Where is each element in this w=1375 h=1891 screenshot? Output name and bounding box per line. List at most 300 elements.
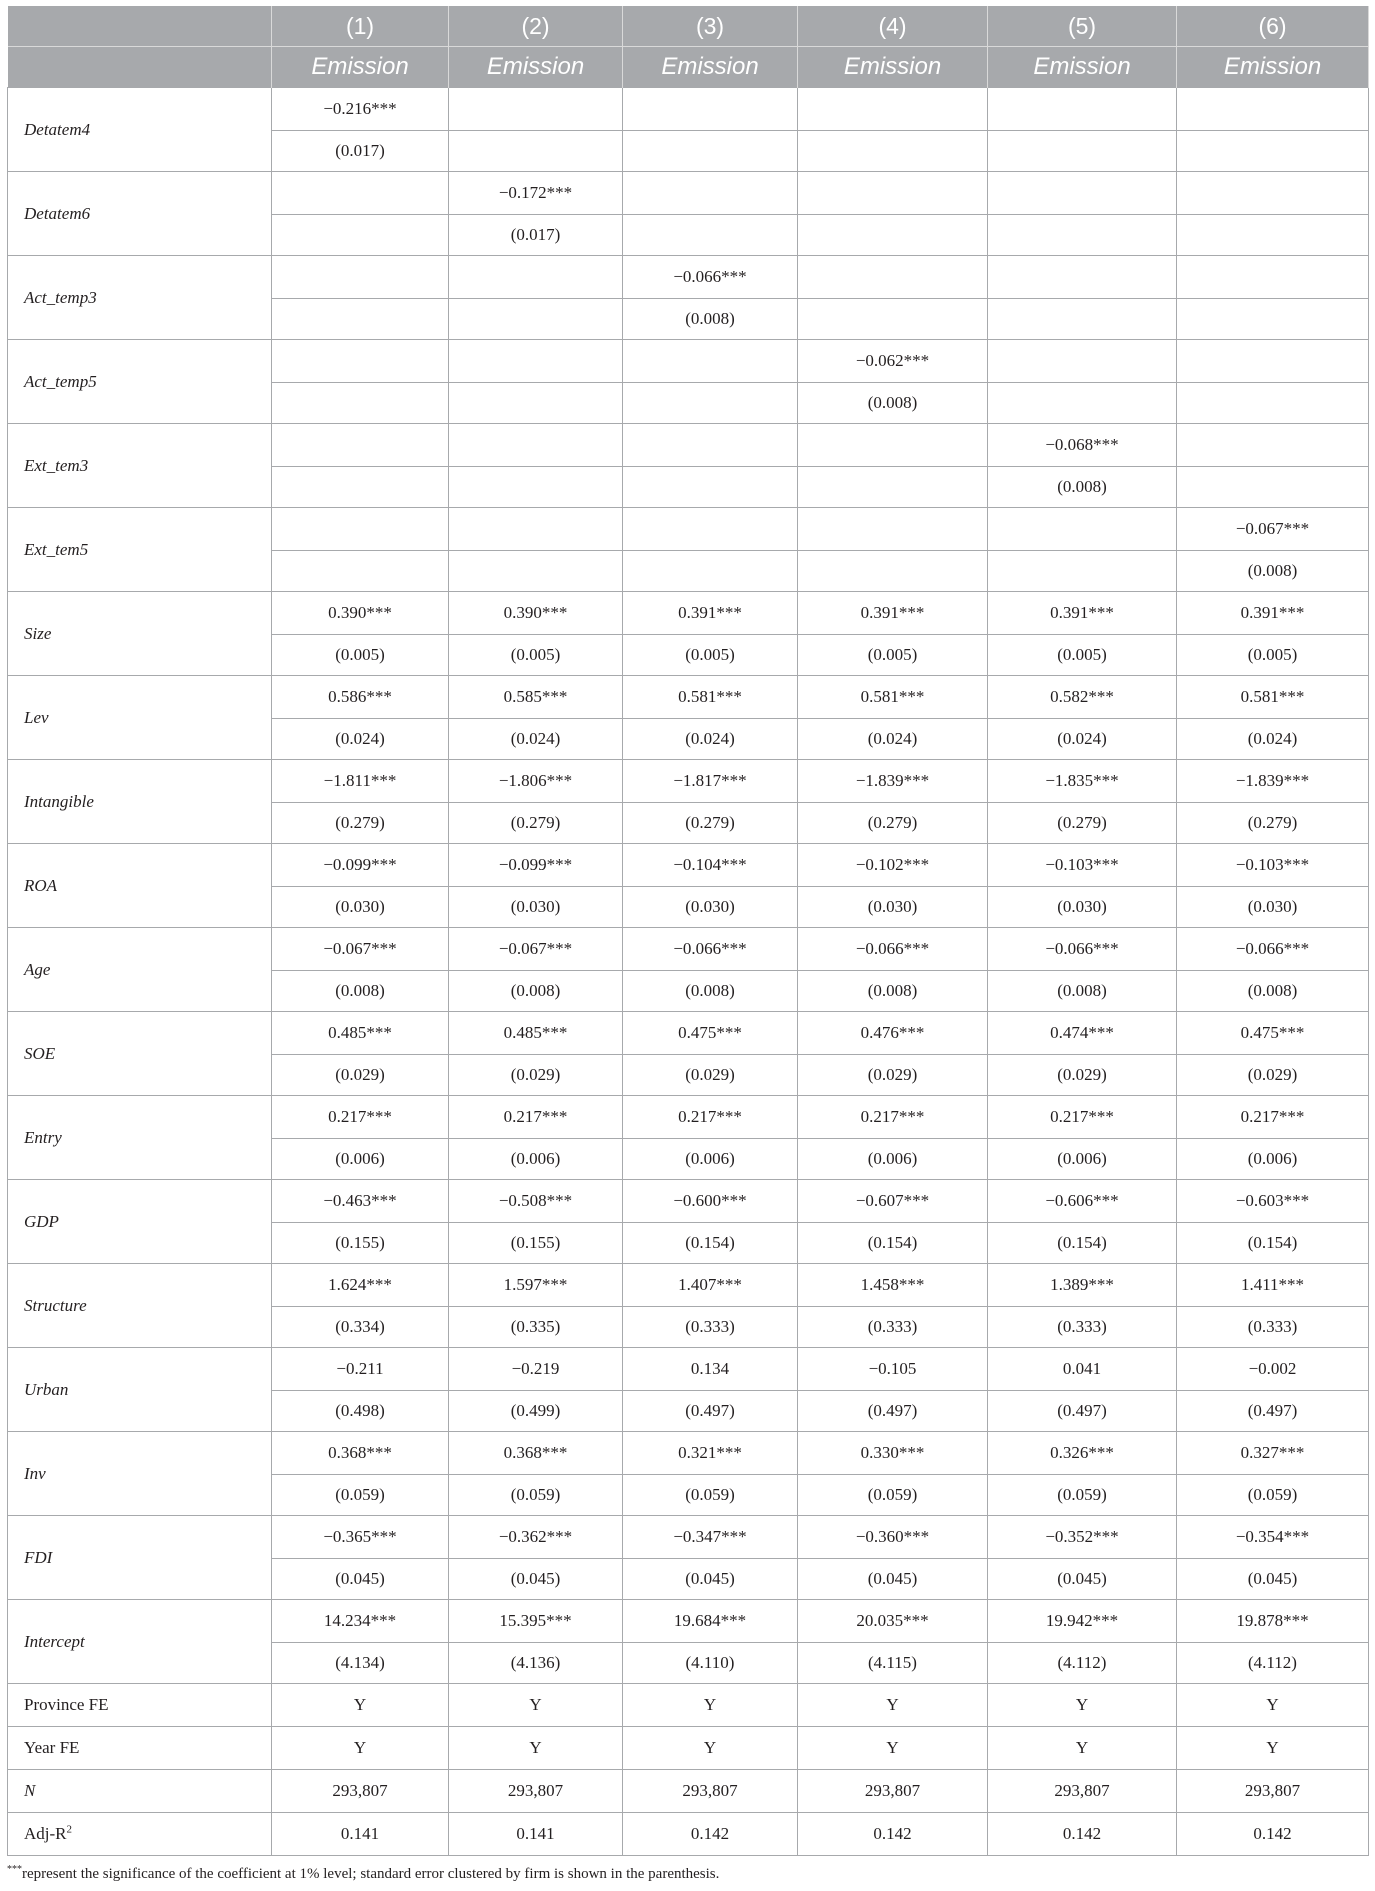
standard-error-cell: (0.497)	[798, 1391, 988, 1432]
coefficient-cell	[623, 172, 798, 215]
standard-error-cell: (0.059)	[272, 1475, 449, 1516]
coefficient-cell	[1177, 172, 1369, 215]
standard-error-cell: (0.497)	[623, 1391, 798, 1432]
coefficient-cell: −0.002	[1177, 1348, 1369, 1391]
footnote-text: represent the significance of the coefficient at 1% level; standard error clustered by firm is shown in the parenthesis.	[22, 1866, 720, 1882]
standard-error-cell: (0.024)	[449, 719, 623, 760]
standard-error-cell	[798, 299, 988, 340]
standard-error-cell: (0.333)	[1177, 1307, 1369, 1348]
coefficient-cell: −0.066***	[623, 928, 798, 971]
standard-error-cell: (0.024)	[1177, 719, 1369, 760]
summary-value-cell: 0.142	[798, 1813, 988, 1856]
variable-name-cell: Entry	[8, 1096, 272, 1180]
summary-value-cell: Y	[623, 1727, 798, 1770]
standard-error-cell: (0.333)	[988, 1307, 1177, 1348]
standard-error-cell	[988, 131, 1177, 172]
standard-error-cell	[449, 383, 623, 424]
header-dependent-variable: Emission	[1177, 47, 1369, 88]
summary-value-cell: Y	[1177, 1684, 1369, 1727]
summary-value-cell: Y	[988, 1727, 1177, 1770]
header-dependent-variable: Emission	[623, 47, 798, 88]
table-row-coefficient	[8, 1516, 1369, 1559]
standard-error-cell: (0.154)	[623, 1223, 798, 1264]
standard-error-cell: (0.497)	[988, 1391, 1177, 1432]
standard-error-cell: (0.029)	[449, 1055, 623, 1096]
table-row-coefficient	[8, 340, 1369, 383]
coefficient-cell: −0.105	[798, 1348, 988, 1391]
standard-error-cell: (0.154)	[1177, 1223, 1369, 1264]
header-dependent-variable: Emission	[449, 47, 623, 88]
table-row-coefficient	[8, 172, 1369, 215]
standard-error-cell: (0.279)	[798, 803, 988, 844]
coefficient-cell: −0.211	[272, 1348, 449, 1391]
standard-error-cell	[798, 131, 988, 172]
coefficient-cell: −0.360***	[798, 1516, 988, 1559]
header-corner-cell	[8, 6, 272, 47]
standard-error-cell	[449, 299, 623, 340]
header-column-number: (1)	[272, 6, 449, 47]
coefficient-cell: 19.878***	[1177, 1600, 1369, 1643]
summary-value-cell: 0.141	[449, 1813, 623, 1856]
coefficient-cell: −0.066***	[798, 928, 988, 971]
summary-label-cell	[8, 1727, 272, 1770]
standard-error-cell: (4.134)	[272, 1643, 449, 1684]
standard-error-cell	[449, 551, 623, 592]
table-row-coefficient	[8, 1012, 1369, 1055]
coefficient-cell: 0.326***	[988, 1432, 1177, 1475]
coefficient-cell: 0.330***	[798, 1432, 988, 1475]
standard-error-cell: (0.030)	[1177, 887, 1369, 928]
coefficient-cell	[1177, 340, 1369, 383]
coefficient-cell: 0.321***	[623, 1432, 798, 1475]
coefficient-cell	[623, 424, 798, 467]
standard-error-cell: (0.030)	[988, 887, 1177, 928]
standard-error-cell: (0.279)	[272, 803, 449, 844]
standard-error-cell: (0.059)	[623, 1475, 798, 1516]
standard-error-cell: (0.008)	[1177, 971, 1369, 1012]
coefficient-cell: −0.067***	[449, 928, 623, 971]
variable-name-cell: Ext_tem3	[8, 424, 272, 508]
table-header	[8, 6, 1369, 88]
variable-name-cell: Act_temp5	[8, 340, 272, 424]
header-dependent-variable: Emission	[272, 47, 449, 88]
header-dependent-variable: Emission	[988, 47, 1177, 88]
variable-name-cell: Size	[8, 592, 272, 676]
coefficient-cell	[988, 508, 1177, 551]
coefficient-cell	[449, 424, 623, 467]
variable-name-cell: Intercept	[8, 1600, 272, 1684]
coefficient-cell: −0.099***	[449, 844, 623, 887]
coefficient-cell: 0.217***	[1177, 1096, 1369, 1139]
coefficient-cell	[449, 88, 623, 131]
coefficient-cell: 0.217***	[272, 1096, 449, 1139]
summary-value-cell: 293,807	[272, 1770, 449, 1813]
standard-error-cell: (0.008)	[449, 971, 623, 1012]
standard-error-cell: (4.112)	[1177, 1643, 1369, 1684]
standard-error-cell	[1177, 467, 1369, 508]
standard-error-cell: (0.045)	[1177, 1559, 1369, 1600]
summary-value-cell: 293,807	[988, 1770, 1177, 1813]
coefficient-cell: −0.606***	[988, 1180, 1177, 1223]
standard-error-cell	[988, 299, 1177, 340]
coefficient-cell: 0.475***	[623, 1012, 798, 1055]
standard-error-cell	[988, 383, 1177, 424]
summary-value-cell: Y	[798, 1727, 988, 1770]
standard-error-cell	[1177, 131, 1369, 172]
standard-error-cell: (0.279)	[1177, 803, 1369, 844]
standard-error-cell: (0.005)	[1177, 635, 1369, 676]
coefficient-cell: −0.600***	[623, 1180, 798, 1223]
standard-error-cell	[1177, 215, 1369, 256]
coefficient-cell	[272, 340, 449, 383]
standard-error-cell: (0.006)	[272, 1139, 449, 1180]
table-footnote	[7, 1866, 719, 1883]
table-row-coefficient	[8, 1600, 1369, 1643]
coefficient-cell: −0.099***	[272, 844, 449, 887]
coefficient-cell	[798, 508, 988, 551]
coefficient-cell: 19.942***	[988, 1600, 1177, 1643]
standard-error-cell: (0.008)	[623, 971, 798, 1012]
coefficient-cell	[449, 508, 623, 551]
coefficient-cell: −0.103***	[988, 844, 1177, 887]
standard-error-cell: (0.029)	[1177, 1055, 1369, 1096]
standard-error-cell	[623, 131, 798, 172]
coefficient-cell: 15.395***	[449, 1600, 623, 1643]
standard-error-cell: (0.017)	[449, 215, 623, 256]
table-row-coefficient	[8, 676, 1369, 719]
variable-name-cell: Intangible	[8, 760, 272, 844]
coefficient-cell: −0.068***	[988, 424, 1177, 467]
coefficient-cell: 1.458***	[798, 1264, 988, 1307]
coefficient-cell: −0.463***	[272, 1180, 449, 1223]
coefficient-cell: 1.624***	[272, 1264, 449, 1307]
standard-error-cell: (0.006)	[1177, 1139, 1369, 1180]
standard-error-cell: (0.030)	[449, 887, 623, 928]
coefficient-cell: 0.390***	[449, 592, 623, 635]
coefficient-cell: −0.362***	[449, 1516, 623, 1559]
coefficient-cell: 0.581***	[1177, 676, 1369, 719]
coefficient-cell: −0.062***	[798, 340, 988, 383]
coefficient-cell: −0.067***	[272, 928, 449, 971]
standard-error-cell: (0.008)	[798, 971, 988, 1012]
standard-error-cell: (0.008)	[623, 299, 798, 340]
table-row-coefficient	[8, 1348, 1369, 1391]
standard-error-cell: (0.059)	[988, 1475, 1177, 1516]
table-row-coefficient	[8, 928, 1369, 971]
standard-error-cell: (0.005)	[449, 635, 623, 676]
coefficient-cell: −0.607***	[798, 1180, 988, 1223]
coefficient-cell: 20.035***	[798, 1600, 988, 1643]
standard-error-cell: (4.115)	[798, 1643, 988, 1684]
summary-value-cell: Y	[798, 1684, 988, 1727]
summary-value-cell: 293,807	[449, 1770, 623, 1813]
coefficient-cell: −1.839***	[1177, 760, 1369, 803]
summary-value-cell: Y	[449, 1684, 623, 1727]
summary-value-cell: 293,807	[623, 1770, 798, 1813]
standard-error-cell: (0.024)	[623, 719, 798, 760]
coefficient-cell: 0.581***	[798, 676, 988, 719]
coefficient-cell	[988, 172, 1177, 215]
standard-error-cell	[623, 467, 798, 508]
coefficient-cell	[449, 256, 623, 299]
standard-error-cell	[1177, 299, 1369, 340]
coefficient-cell	[272, 424, 449, 467]
standard-error-cell	[272, 383, 449, 424]
coefficient-cell: 0.217***	[988, 1096, 1177, 1139]
standard-error-cell: (0.006)	[623, 1139, 798, 1180]
coefficient-cell: −0.172***	[449, 172, 623, 215]
summary-label-text: Adj-R	[24, 1824, 67, 1843]
summary-label-superscript: 2	[66, 1823, 72, 1836]
coefficient-cell	[623, 88, 798, 131]
summary-value-cell: 293,807	[1177, 1770, 1369, 1813]
table-row-summary	[8, 1727, 1369, 1770]
standard-error-cell: (0.008)	[1177, 551, 1369, 592]
standard-error-cell: (0.045)	[988, 1559, 1177, 1600]
variable-name-cell: FDI	[8, 1516, 272, 1600]
coefficient-cell: 0.217***	[798, 1096, 988, 1139]
coefficient-cell: −0.066***	[623, 256, 798, 299]
coefficient-cell: 0.134	[623, 1348, 798, 1391]
standard-error-cell	[449, 467, 623, 508]
standard-error-cell: (0.006)	[798, 1139, 988, 1180]
coefficient-cell: 0.390***	[272, 592, 449, 635]
coefficient-cell: −0.603***	[1177, 1180, 1369, 1223]
standard-error-cell: (0.045)	[272, 1559, 449, 1600]
standard-error-cell	[272, 551, 449, 592]
coefficient-cell	[272, 172, 449, 215]
table-row-coefficient	[8, 1264, 1369, 1307]
coefficient-cell	[1177, 424, 1369, 467]
coefficient-cell: −0.104***	[623, 844, 798, 887]
variable-name-cell: Inv	[8, 1432, 272, 1516]
standard-error-cell: (0.045)	[623, 1559, 798, 1600]
standard-error-cell: (0.008)	[988, 467, 1177, 508]
standard-error-cell: (0.498)	[272, 1391, 449, 1432]
regression-table-container	[7, 6, 1368, 1856]
standard-error-cell: (0.030)	[798, 887, 988, 928]
coefficient-cell: 0.485***	[449, 1012, 623, 1055]
coefficient-cell: 0.476***	[798, 1012, 988, 1055]
standard-error-cell: (0.059)	[449, 1475, 623, 1516]
standard-error-cell	[1177, 383, 1369, 424]
variable-name-cell: Act_temp3	[8, 256, 272, 340]
standard-error-cell: (0.024)	[988, 719, 1177, 760]
standard-error-cell: (0.334)	[272, 1307, 449, 1348]
coefficient-cell: 0.475***	[1177, 1012, 1369, 1055]
header-column-number: (4)	[798, 6, 988, 47]
variable-name-cell: ROA	[8, 844, 272, 928]
coefficient-cell: 0.217***	[449, 1096, 623, 1139]
coefficient-cell	[1177, 256, 1369, 299]
standard-error-cell: (0.005)	[272, 635, 449, 676]
coefficient-cell: −0.103***	[1177, 844, 1369, 887]
standard-error-cell: (0.335)	[449, 1307, 623, 1348]
standard-error-cell: (0.279)	[623, 803, 798, 844]
coefficient-cell: −1.817***	[623, 760, 798, 803]
standard-error-cell: (0.024)	[798, 719, 988, 760]
variable-name-cell: GDP	[8, 1180, 272, 1264]
table-row-coefficient	[8, 760, 1369, 803]
coefficient-cell	[988, 340, 1177, 383]
table-row-coefficient	[8, 88, 1369, 131]
variable-name-cell: Structure	[8, 1264, 272, 1348]
coefficient-cell	[272, 508, 449, 551]
coefficient-cell	[988, 88, 1177, 131]
standard-error-cell: (0.499)	[449, 1391, 623, 1432]
standard-error-cell	[623, 215, 798, 256]
coefficient-cell: 0.474***	[988, 1012, 1177, 1055]
coefficient-cell: 0.368***	[272, 1432, 449, 1475]
coefficient-cell: −0.216***	[272, 88, 449, 131]
coefficient-cell: −0.354***	[1177, 1516, 1369, 1559]
standard-error-cell	[988, 215, 1177, 256]
standard-error-cell: (0.154)	[798, 1223, 988, 1264]
coefficient-cell	[623, 340, 798, 383]
standard-error-cell: (0.029)	[798, 1055, 988, 1096]
coefficient-cell: 0.586***	[272, 676, 449, 719]
standard-error-cell: (0.024)	[272, 719, 449, 760]
variable-name-cell: Lev	[8, 676, 272, 760]
coefficient-cell	[798, 88, 988, 131]
summary-label-text: Province FE	[24, 1695, 109, 1714]
standard-error-cell: (0.008)	[798, 383, 988, 424]
summary-value-cell: Y	[1177, 1727, 1369, 1770]
coefficient-cell: 0.391***	[988, 592, 1177, 635]
coefficient-cell: 0.581***	[623, 676, 798, 719]
summary-value-cell: Y	[272, 1684, 449, 1727]
coefficient-cell: 1.411***	[1177, 1264, 1369, 1307]
table-row-coefficient	[8, 1096, 1369, 1139]
coefficient-cell	[623, 508, 798, 551]
standard-error-cell: (0.155)	[272, 1223, 449, 1264]
summary-value-cell: Y	[449, 1727, 623, 1770]
standard-error-cell: (0.279)	[449, 803, 623, 844]
summary-value-cell: 0.141	[272, 1813, 449, 1856]
summary-label-cell	[8, 1813, 272, 1856]
coefficient-cell: −1.806***	[449, 760, 623, 803]
coefficient-cell: 14.234***	[272, 1600, 449, 1643]
variable-name-cell: Age	[8, 928, 272, 1012]
summary-label-cell	[8, 1770, 272, 1813]
table-row-coefficient	[8, 1432, 1369, 1475]
summary-value-cell: Y	[623, 1684, 798, 1727]
table-row-coefficient	[8, 508, 1369, 551]
standard-error-cell: (0.008)	[988, 971, 1177, 1012]
coefficient-cell: −0.508***	[449, 1180, 623, 1223]
footnote-marker: ***	[7, 1864, 22, 1875]
variable-name-cell: Detatem4	[8, 88, 272, 172]
standard-error-cell: (0.005)	[623, 635, 798, 676]
summary-value-cell: Y	[988, 1684, 1177, 1727]
header-column-number: (3)	[623, 6, 798, 47]
coefficient-cell: 1.407***	[623, 1264, 798, 1307]
coefficient-cell: 0.217***	[623, 1096, 798, 1139]
standard-error-cell: (4.136)	[449, 1643, 623, 1684]
coefficient-cell	[272, 256, 449, 299]
standard-error-cell	[449, 131, 623, 172]
table-body	[8, 88, 1369, 1856]
coefficient-cell: −0.066***	[1177, 928, 1369, 971]
coefficient-cell	[798, 424, 988, 467]
table-row-coefficient	[8, 1180, 1369, 1223]
standard-error-cell: (0.045)	[449, 1559, 623, 1600]
summary-value-cell: Y	[272, 1727, 449, 1770]
summary-label-text: N	[24, 1781, 36, 1800]
standard-error-cell: (0.006)	[449, 1139, 623, 1180]
coefficient-cell	[798, 172, 988, 215]
standard-error-cell	[798, 551, 988, 592]
table-row-summary	[8, 1770, 1369, 1813]
standard-error-cell	[272, 299, 449, 340]
standard-error-cell	[272, 467, 449, 508]
standard-error-cell: (0.029)	[272, 1055, 449, 1096]
coefficient-cell: −0.365***	[272, 1516, 449, 1559]
coefficient-cell: 1.597***	[449, 1264, 623, 1307]
header-row-column-numbers	[8, 6, 1369, 47]
coefficient-cell: 0.391***	[623, 592, 798, 635]
table-row-coefficient	[8, 844, 1369, 887]
coefficient-cell: −1.835***	[988, 760, 1177, 803]
standard-error-cell: (0.008)	[272, 971, 449, 1012]
coefficient-cell: −0.352***	[988, 1516, 1177, 1559]
standard-error-cell: (0.279)	[988, 803, 1177, 844]
coefficient-cell	[988, 256, 1177, 299]
variable-name-cell: Ext_tem5	[8, 508, 272, 592]
standard-error-cell: (0.030)	[623, 887, 798, 928]
coefficient-cell: −0.066***	[988, 928, 1177, 971]
coefficient-cell	[1177, 88, 1369, 131]
standard-error-cell: (0.333)	[798, 1307, 988, 1348]
regression-table	[7, 6, 1369, 1856]
standard-error-cell: (0.154)	[988, 1223, 1177, 1264]
coefficient-cell	[449, 340, 623, 383]
coefficient-cell: −0.102***	[798, 844, 988, 887]
summary-value-cell: 293,807	[798, 1770, 988, 1813]
standard-error-cell	[623, 551, 798, 592]
standard-error-cell: (0.333)	[623, 1307, 798, 1348]
standard-error-cell: (4.110)	[623, 1643, 798, 1684]
standard-error-cell: (0.029)	[988, 1055, 1177, 1096]
standard-error-cell: (0.155)	[449, 1223, 623, 1264]
coefficient-cell: −1.811***	[272, 760, 449, 803]
standard-error-cell	[272, 215, 449, 256]
variable-name-cell: Detatem6	[8, 172, 272, 256]
standard-error-cell: (0.029)	[623, 1055, 798, 1096]
summary-value-cell: 0.142	[1177, 1813, 1369, 1856]
coefficient-cell: 0.391***	[798, 592, 988, 635]
header-dependent-variable: Emission	[798, 47, 988, 88]
standard-error-cell: (0.005)	[798, 635, 988, 676]
standard-error-cell: (0.497)	[1177, 1391, 1369, 1432]
standard-error-cell: (0.059)	[1177, 1475, 1369, 1516]
summary-label-cell	[8, 1684, 272, 1727]
standard-error-cell	[798, 215, 988, 256]
summary-value-cell: 0.142	[988, 1813, 1177, 1856]
standard-error-cell	[988, 551, 1177, 592]
standard-error-cell: (0.059)	[798, 1475, 988, 1516]
variable-name-cell: SOE	[8, 1012, 272, 1096]
table-row-summary	[8, 1684, 1369, 1727]
coefficient-cell: 0.327***	[1177, 1432, 1369, 1475]
summary-label-text: Year FE	[24, 1738, 80, 1757]
table-row-summary	[8, 1813, 1369, 1856]
header-row-dependent-variable	[8, 47, 1369, 88]
standard-error-cell: (0.006)	[988, 1139, 1177, 1180]
header-column-number: (5)	[988, 6, 1177, 47]
header-column-number: (6)	[1177, 6, 1369, 47]
variable-name-cell: Urban	[8, 1348, 272, 1432]
